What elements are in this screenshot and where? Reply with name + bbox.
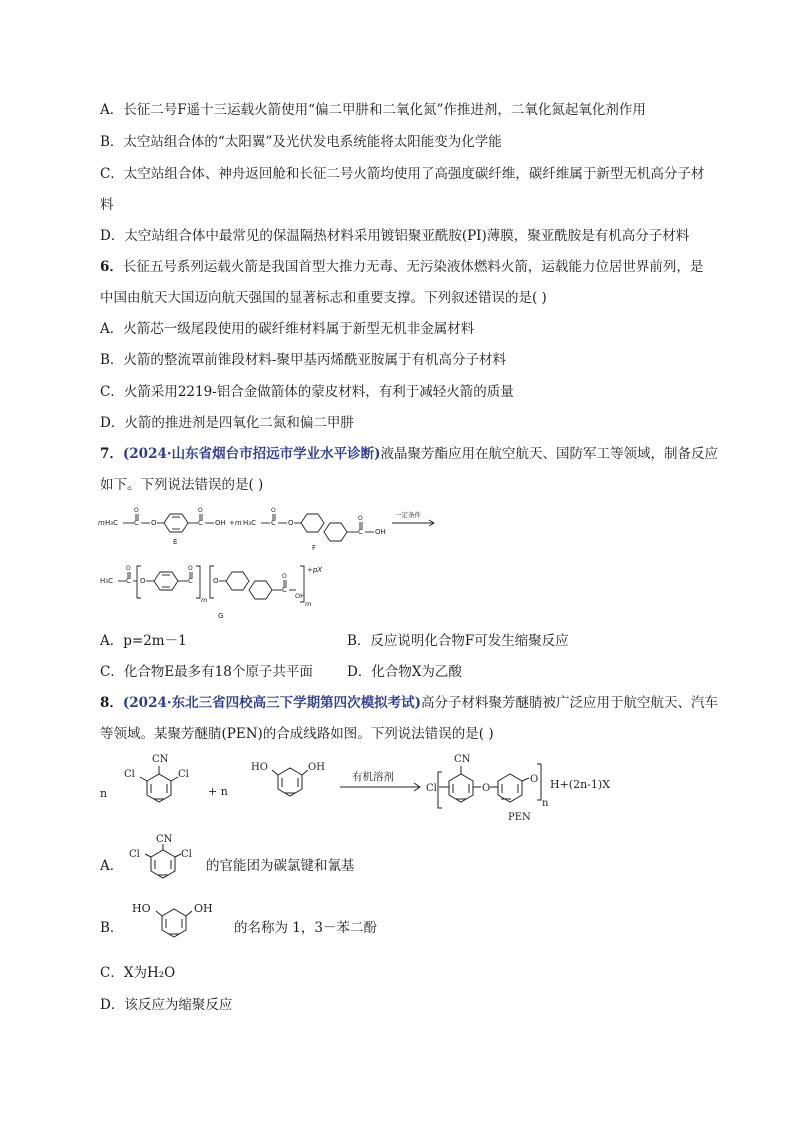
svg-text:C: C: [188, 577, 193, 585]
q7-coef-m2: +m: [229, 519, 242, 527]
q8-label-pen: PEN: [508, 812, 531, 823]
svg-text:O: O: [134, 507, 139, 514]
q8-a-cl-2: Cl: [181, 849, 192, 860]
q8-option-b-text: 的名称为 1，3－苯二酚: [234, 920, 377, 936]
q8-reaction-scheme: [96, 748, 696, 828]
q8-option-c: C．X为H₂O: [100, 965, 176, 981]
q8-cn-2: CN: [454, 754, 471, 765]
q8-b-oh: OH: [194, 902, 213, 915]
q7-h3c-2: H₃C: [243, 519, 256, 527]
q8-a-cl-1: Cl: [129, 849, 140, 860]
q6-stem-text1: 长征五号系列运载火箭是我国首型大推力无毒、无污染液体燃料火箭，运载能力位居世界前列，是: [122, 259, 704, 275]
svg-text:O: O: [126, 565, 131, 572]
svg-text:O: O: [482, 783, 491, 794]
q7-stem-line2: 如下。下列说法错误的是( ): [100, 477, 264, 493]
q6-option-c: C．火箭采用2219-铝合金做箭体的蒙皮材料，有利于减轻火箭的质量: [100, 384, 514, 400]
q7-option-b: B．反应说明化合物F可发生缩聚反应: [347, 633, 569, 649]
q8-stem-text1: 高分子材料聚芳醚腈被广泛应用于航空航天、汽车: [420, 695, 718, 711]
q7-sub-m: m: [201, 596, 208, 604]
q8-option-b-structure: [118, 896, 236, 948]
q8-cl-1: Cl: [124, 769, 135, 780]
svg-text:C: C: [358, 528, 363, 536]
svg-text:O: O: [530, 774, 539, 785]
q7-label-g: G: [218, 612, 224, 620]
q7-option-a: A．p=2m－1: [100, 633, 187, 649]
svg-text:O: O: [151, 519, 157, 527]
q8-coef-n: n: [100, 787, 108, 800]
q7-oh-g: OH: [295, 592, 306, 600]
q8-plus-n: + n: [208, 785, 228, 798]
q7-condition: 一定条件: [395, 511, 421, 519]
q7-option-d: D．化合物X为乙酸: [347, 664, 462, 680]
svg-text:O: O: [140, 577, 146, 585]
q8-cn-1: CN: [152, 754, 169, 765]
q6-option-a: A．火箭芯一级尾段使用的碳纤维材料属于新型无机非金属材料: [100, 321, 475, 337]
svg-text:C: C: [134, 519, 139, 527]
q7-h3c-1: H₃C: [105, 519, 118, 527]
q7-source: (2024·山东省烟台市招远市学业水平诊断): [122, 446, 381, 462]
svg-text:C: C: [271, 519, 276, 527]
q6-option-d: D．火箭的推进剂是四氧化二氮和偏二甲肼: [100, 415, 354, 431]
q8-stem-line1: [100, 694, 718, 712]
q7-stem-text1: 液晶聚芳酯应用在航空航天、国防军工等领域，制备反应: [380, 446, 718, 462]
q7-label-f: F: [312, 544, 317, 552]
q8-ho-1: HO: [251, 762, 268, 773]
svg-text:O: O: [213, 577, 219, 585]
q8-option-a-structure: [118, 834, 208, 890]
svg-text:OH: OH: [215, 519, 226, 527]
q8-cl-3: Cl: [426, 783, 437, 794]
q8-oh-1: OH: [308, 762, 325, 773]
q7-coef-m1: m: [98, 519, 105, 527]
svg-text:C: C: [198, 519, 203, 527]
q8-option-b-prefix: B．: [100, 920, 124, 936]
q8-number: 8．: [100, 695, 123, 711]
svg-text:C: C: [126, 577, 131, 585]
q8-source: (2024·东北三省四校高三下学期第四次模拟考试): [122, 695, 421, 711]
q6-number: 6．: [100, 259, 123, 275]
q8-stem-line2: 等领域。某聚芳醚腈(PEN)的合成线路如图。下列说法错误的是( ): [100, 726, 494, 742]
q8-a-cn: CN: [156, 834, 173, 845]
q7-option-c: C．化合物E最多有18个原子共平面: [100, 664, 313, 680]
svg-text:O: O: [198, 507, 203, 514]
svg-text:O: O: [271, 507, 276, 514]
q8-b-ho: HO: [132, 902, 151, 915]
q6-stem-line1: [100, 258, 703, 276]
svg-text:O: O: [282, 573, 287, 580]
q8-solvent: 有机溶剂: [352, 771, 394, 783]
q7-label-e: E: [173, 538, 178, 546]
q5-option-d: D．太空站组合体中最常见的保温隔热材料采用镀铝聚亚酰胺(PI)薄膜，聚亚酰胺是有机高分子材料: [100, 228, 690, 244]
svg-text:OH: OH: [375, 528, 386, 536]
q7-reaction-scheme: [96, 500, 446, 622]
q5-option-c-line1: C．太空站组合体、神舟返回舱和长征二号火箭均使用了高强度碳纤维，碳纤维属于新型无机高分子材: [100, 166, 705, 182]
q8-sub-n: n: [542, 798, 549, 809]
q6-stem-line2: 中国由航天大国迈向航天强国的显著标志和重要支撑。下列叙述错误的是( ): [100, 290, 547, 306]
svg-text:O: O: [188, 565, 193, 572]
q7-px: +pX: [307, 566, 323, 574]
svg-text:O: O: [288, 519, 294, 527]
q7-number: 7．: [100, 446, 123, 462]
svg-text:O: O: [358, 515, 363, 522]
q8-option-a-prefix: A．: [100, 858, 124, 874]
q5-option-b: B．太空站组合体的“太阳翼”及光伏发电系统能将太阳能变为化学能: [100, 134, 502, 150]
q8-option-a-text: 的官能团为碳氯键和氰基: [206, 858, 355, 874]
svg-text:C: C: [282, 586, 287, 594]
q6-option-b: B．火箭的整流罩前锥段材料-聚甲基丙烯酰亚胺属于有机高分子材料: [100, 352, 506, 368]
q7-stem-line1: [100, 445, 718, 463]
q7-h3c-3: H₃C: [100, 577, 113, 585]
q5-option-c-line2: 料: [100, 197, 114, 213]
q8-product-tail: H+(2n-1)X: [550, 778, 611, 791]
q7-sub-m2: m: [305, 600, 312, 608]
q8-option-d: D．该反应为缩聚反应: [100, 997, 233, 1013]
q8-cl-2: Cl: [178, 769, 189, 780]
q5-option-a: A．长征二号F遥十三运载火箭使用“偏二甲肼和二氧化氮”作推进剂，二氧化氮起氧化剂作用: [100, 102, 646, 118]
